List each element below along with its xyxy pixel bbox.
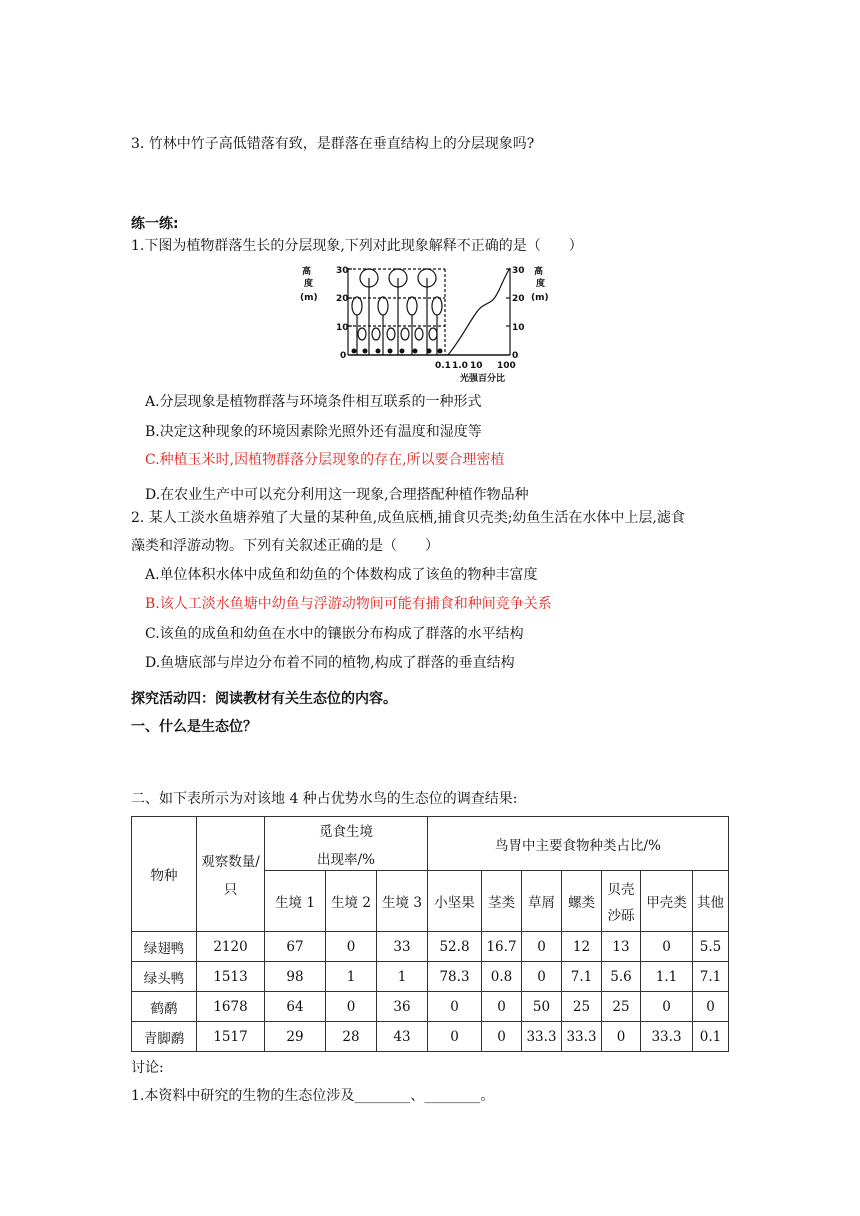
xtick-100: 100 [497, 361, 516, 371]
table-cell: 7.1 [693, 962, 729, 992]
sub-food-other: 其他 [693, 871, 729, 932]
waterbird-niche-table [131, 816, 729, 1052]
table-cell: 0 [641, 992, 693, 1022]
sub-food-shell-line1: 贝壳 [607, 882, 635, 898]
table-cell: 78.3 [428, 962, 482, 992]
table-cell: 1517 [197, 1022, 265, 1052]
q2-stem-line2: 藻类和浮游动物。下列有关叙述正确的是（ ） [131, 538, 439, 554]
left-ytick-30: 30 [336, 266, 349, 276]
table-cell: 1513 [197, 962, 265, 992]
table-cell: 12 [562, 932, 602, 962]
table-cell: 98 [265, 962, 326, 992]
q2-stem-line1: 2. 某人工淡水鱼塘养殖了大量的某种鱼,成鱼底栖,捕食贝壳类;幼鱼生活在水体中上层,滤食 [131, 510, 685, 526]
right-ytick-10: 10 [512, 323, 525, 333]
x-axis-label: 光强百分比 [460, 374, 506, 384]
table-cell: 0 [602, 1022, 641, 1052]
sub-food-nuts: 小坚果 [428, 871, 482, 932]
header-count [197, 817, 265, 932]
practice-heading: 练一练: [131, 216, 179, 232]
q1-option-d: D.在农业生产中可以充分利用这一现象,合理搭配种植作物品种 [145, 487, 529, 503]
q2-option-c: C.该鱼的成鱼和幼鱼在水中的镶嵌分布构成了群落的水平结构 [145, 626, 524, 642]
table-cell: 64 [265, 992, 326, 1022]
table-cell: 0 [522, 932, 562, 962]
plant-stratification-figure [298, 258, 558, 384]
table-cell: 0 [522, 962, 562, 992]
table-cell: 1.1 [641, 962, 693, 992]
table-cell: 13 [602, 932, 641, 962]
table-cell: 2120 [197, 932, 265, 962]
discussion-question-1: 1.本资料中研究的生物的生态位涉及________、________。 [131, 1088, 495, 1104]
header-count-line1: 观察数量/ [201, 854, 260, 870]
left-ytick-10: 10 [336, 323, 349, 333]
q1-option-b: B.决定这种现象的环境因素除光照外还有温度和湿度等 [145, 424, 482, 440]
table-cell: 绿翅鸭 [132, 932, 197, 962]
sub-habitat-2: 生境 2 [326, 871, 377, 932]
header-habitat-line2: 出现率/% [317, 851, 375, 868]
header-habitat-line1: 觅食生境 [319, 823, 373, 840]
table-cell: 33.3 [562, 1022, 602, 1052]
table-cell: 0 [428, 1022, 482, 1052]
table-cell: 28 [326, 1022, 377, 1052]
table-cell: 36 [377, 992, 428, 1022]
sub-food-shell-line2: 沙砾 [607, 908, 635, 924]
header-species: 物种 [132, 817, 197, 932]
table-cell: 5.6 [602, 962, 641, 992]
q1-option-c: C.种植玉米时,因植物群落分层现象的存在,所以要合理密植 [145, 452, 505, 468]
left-ytick-20: 20 [336, 294, 349, 304]
sub-food-snails: 螺类 [562, 871, 602, 932]
table-cell: 0 [482, 1022, 522, 1052]
right-ylabel-1: 高 [534, 267, 544, 277]
table-cell: 33.3 [641, 1022, 693, 1052]
table-cell: 1 [377, 962, 428, 992]
sub-food-stems: 茎类 [482, 871, 522, 932]
table-cell: 52.8 [428, 932, 482, 962]
q1-option-a: A.分层现象是植物群落与环境条件相互联系的一种形式 [145, 394, 482, 410]
table-cell: 0 [326, 992, 377, 1022]
table-row [132, 992, 729, 1022]
q1-stem: 1.下图为植物群落生长的分层现象,下列对此现象解释不正确的是（ ） [131, 238, 583, 254]
table-cell: 0 [693, 992, 729, 1022]
table-cell: 青脚鹬 [132, 1022, 197, 1052]
sub-habitat-3: 生境 3 [377, 871, 428, 932]
xtick-1-0: 1.0 [452, 361, 468, 371]
table-cell: 50 [522, 992, 562, 1022]
section-1-heading: 一、什么是生态位？ [131, 719, 257, 735]
right-ylabel-2: 度 [536, 279, 546, 289]
q2-option-a: A.单位体积水体中成鱼和幼鱼的个体数构成了该鱼的物种丰富度 [145, 567, 538, 583]
section-2-heading: 二、如下表所示为对该地 4 种占优势水鸟的生态位的调查结果: [131, 791, 518, 807]
right-ytick-20: 20 [512, 294, 525, 304]
table-cell: 0 [326, 932, 377, 962]
xtick-10: 10 [470, 361, 483, 371]
table-cell: 5.5 [693, 932, 729, 962]
table-cell: 16.7 [482, 932, 522, 962]
table-cell: 0 [641, 932, 693, 962]
table-row [132, 932, 729, 962]
right-ylabel-3: (m) [531, 293, 549, 303]
header-food: 鸟胃中主要食物种类占比/% [428, 817, 729, 871]
table-cell: 33.3 [522, 1022, 562, 1052]
table-cell: 0.8 [482, 962, 522, 992]
table-row [132, 962, 729, 992]
header-count-line2: 只 [223, 882, 238, 898]
question-3: 3. 竹林中竹子高低错落有致，是群落在垂直结构上的分层现象吗? [131, 136, 535, 152]
table-cell: 1678 [197, 992, 265, 1022]
sub-food-shell-gravel [602, 871, 641, 932]
left-ytick-0: 0 [340, 351, 347, 361]
sub-food-crustaceans: 甲壳类 [641, 871, 693, 932]
xtick-0-1: 0.1 [435, 361, 451, 371]
q2-option-d: D.鱼塘底部与岸边分布着不同的植物,构成了群落的垂直结构 [145, 655, 515, 671]
table-cell: 鹤鹬 [132, 992, 197, 1022]
left-ylabel-1: 高 [302, 267, 312, 277]
table-cell: 43 [377, 1022, 428, 1052]
sub-habitat-1: 生境 1 [265, 871, 326, 932]
discussion-label: 讨论: [131, 1060, 164, 1076]
q2-option-b: B.该人工淡水鱼塘中幼鱼与浮游动物间可能有捕食和种间竞争关系 [145, 596, 552, 612]
table-cell: 7.1 [562, 962, 602, 992]
activity-4-heading: 探究活动四：阅读教材有关生态位的内容。 [131, 691, 397, 707]
table-cell: 0 [482, 992, 522, 1022]
table-cell: 25 [602, 992, 641, 1022]
table-cell: 0 [428, 992, 482, 1022]
table-cell: 67 [265, 932, 326, 962]
right-ytick-30: 30 [512, 266, 525, 276]
table-cell: 25 [562, 992, 602, 1022]
table-row [132, 1022, 729, 1052]
header-habitat [265, 817, 428, 871]
sub-food-grass: 草屑 [522, 871, 562, 932]
right-ytick-0: 0 [512, 351, 519, 361]
table-cell: 0.1 [693, 1022, 729, 1052]
table-cell: 1 [326, 962, 377, 992]
table-cell: 33 [377, 932, 428, 962]
table-cell: 29 [265, 1022, 326, 1052]
left-ylabel-3: (m) [300, 293, 318, 303]
left-ylabel-2: 度 [304, 279, 314, 289]
table-cell: 绿头鸭 [132, 962, 197, 992]
